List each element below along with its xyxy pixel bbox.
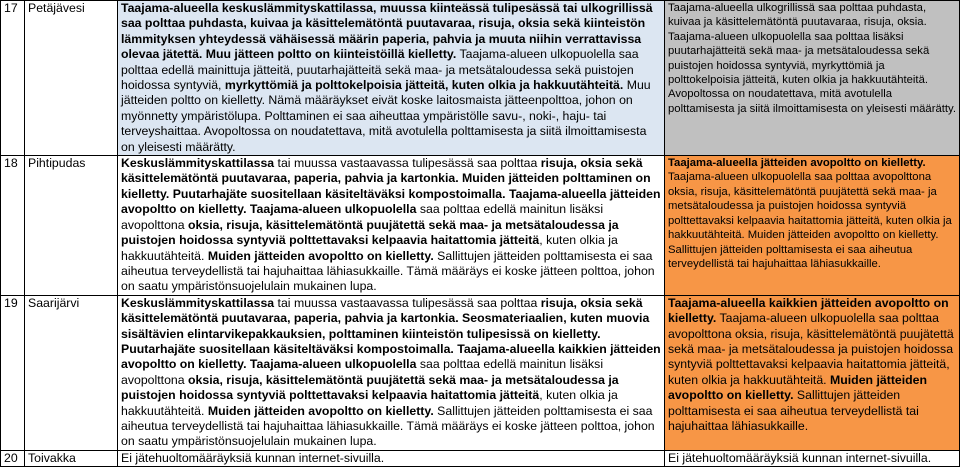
bold-text-segment: risuja, oksia sekä käsittelemätöntä puutavaraa, paperia, pahvia ja kartonkia. Muiden jätteiden polttaminen on kielletty. Puutarhajäte suositellaan käsiteltäväksi kompostoimalla. Taajama-alueella jätteiden avopoltto on kielletty.	[121, 156, 661, 217]
text-segment: tai muussa vastaavassa tulipesässä saa polttaa	[274, 295, 541, 310]
text-segment: Sallittujen jätteiden polttamisesta ei saa aiheutua terveydellistä tai hajuhaittaa lähiasukkaille. Tämä määräys ei koske jätteen polttoa, johon on saatu ympäristönsuojelulain mukainen lupa.	[121, 403, 655, 449]
table-row	[1, 450, 960, 466]
row-number: 19	[1, 295, 25, 450]
text-segment: saa polttaa edellä mainitun lisäksi avopolttona	[121, 202, 604, 232]
municipality-name: Petäjävesi	[25, 1, 118, 156]
text-segment: Muu jätteiden poltto on kielletty. Nämä määräykset eivät koske laitosmaista jätteenpolttoa, johon on myönnetty ympäristölupa. Polttaminen ei saa aiheuttaa ympäristölle savu-, noki-, haju- tai terveyshaittaa. Avopoltossa on noudatettava, mitä avotulella polttamisesta ja siitä ilmoittamisesta on yleisesti määrätty.	[121, 78, 651, 154]
bold-text-segment: Muiden jätteiden avopoltto on kielletty.	[207, 248, 434, 263]
text-segment: tai muussa vastaavassa tulipesässä saa polttaa	[274, 156, 541, 171]
text-segment: Ei jätehuoltomääräyksiä kunnan internet-sivuilla.	[668, 450, 932, 465]
text-segment: , kuten olkia ja hakkuutähteitä.	[121, 233, 618, 263]
bold-text-segment: oksia, risuja, käsittelemätöntä puujätettä sekä maa- ja metsätaloudessa ja puistojen hoidossa syntyviä polttettavaksi kelpaavia haitattomia jätteitä	[121, 372, 619, 403]
bold-text-segment: Taajama-alueella kaikkien jätteiden avopoltto on kielletty.	[668, 295, 949, 326]
summary-text	[665, 450, 960, 466]
text-segment: Sallittujen jätteiden polttamisesta ei saa aiheutua terveydellistä tai hajuhaittaa lähiasukkaille.	[668, 388, 919, 433]
municipality-name: Pihtipudas	[25, 156, 118, 296]
text-segment: Taajama-alueen ulkopuolella saa polttaa edellä mainittuja jätteitä, puutarhajätteitä sekä maa- ja metsätaloudessa sekä puistojen hoidossa syntyviä,	[121, 47, 639, 93]
text-segment: Taajama-alueen ulkopuolella saa polttaa avopolttona oksia, risuja, käsittelemätöntä puujätettä sekä maa- ja metsätaloudessa ja puistojen hoidossa syntyviä polttettavaksi kelpaavia haitattomia jätteitä, kuten olkia ja hakkuutähteitä. Muiden jätteiden avopoltto on kielletty. Sallittujen jätteiden polttamisesta ei saa aiheutua terveydellistä tai hajuhaittaa lähiasukkaille.	[668, 171, 952, 270]
table-row	[1, 295, 960, 450]
bold-text-segment: oksia, risuja, käsittelemätöntä puujätettä sekä maa- ja metsätaloudessa ja puistojen hoidossa syntyviä polttettavaksi kelpaavia haitattomia jätteitä	[121, 217, 619, 248]
summary-text	[665, 295, 960, 450]
text-segment: Taajama-alueella ulkogrillissä saa polttaa puhdasta, kuivaa ja käsittelemätöntä puutavaraa, risuja, oksia. Taajama-alueen ulkopuolella saa polttaa lisäksi puutarhajätteitä sekä maa- ja metsätaloudessa sekä puistojen hoidossa syntyviä, myrkyttömiä ja polttokelpoisia jätteitä, kuten olkia ja hakkuutähteitä. Avopoltossa on noudatettava, mitä avotulella polttamisesta ja siitä ilmoittamisesta on yleisesti määrätty.	[668, 2, 956, 115]
summary-text	[665, 1, 960, 156]
table-row	[1, 1, 960, 156]
summary-text	[665, 156, 960, 296]
text-segment: saa polttaa edellä mainitun lisäksi avopolttona	[121, 357, 604, 387]
bold-text-segment: Taajama-alueen ulkopuolella	[246, 202, 417, 217]
municipality-name: Toivakka	[25, 450, 118, 466]
municipality-name: Saarijärvi	[25, 295, 118, 450]
regulation-text	[118, 1, 665, 156]
text-segment: , kuten olkia ja hakkuutähteitä.	[121, 388, 618, 418]
bold-text-segment: Taajama-alueella jätteiden avopoltto on kielletty.	[668, 157, 926, 170]
bold-text-segment: Keskuslämmityskattilassa	[121, 156, 275, 171]
bold-text-segment: Taajama-alueen ulkopuolella	[246, 357, 417, 372]
bold-text-segment: Muiden jätteiden avopoltto on kielletty.	[207, 403, 434, 418]
regulation-text	[118, 450, 665, 466]
row-number: 17	[1, 1, 25, 156]
bold-text-segment: risuja, oksia sekä käsittelemätöntä puutavaraa, paperia, pahvia ja kartonkia. Seosmateriaalien, kuten muovia sisältävien elintarvikepakkauksien, polttaminen kiinteistön tulipesissä on kielletty. Puutarhajäte suositellaan käsiteltäväksi kompostoimalla. Taajama-alueella kaikkien jätteiden avopoltto on kielletty.	[121, 295, 661, 372]
row-number: 20	[1, 450, 25, 466]
text-segment: Taajama-alueen ulkopuolella saa polttaa avopolttona oksia, risuja, käsittelemätöntä puujätettä sekä maa- ja metsätaloudessa ja puistojen hoidossa syntyviä polttettavaksi kelpaavia haitattomia jätteitä, kuten olkia ja hakkuutähteitä.	[668, 311, 954, 387]
regulation-text	[118, 156, 665, 296]
bold-text-segment: myrkyttömiä ja polttokelpoisia jätteitä, kuten olkia ja hakkuutähteitä.	[224, 78, 624, 93]
text-segment: Sallittujen jätteiden polttamisesta ei saa aiheutua terveydellistä tai hajuhaittaa lähiasukkaille. Tämä määräys ei koske jätteen polttoa, johon on saatu ympäristönsuojelulain mukainen lupa.	[121, 248, 655, 294]
regulation-text	[118, 295, 665, 450]
row-number: 18	[1, 156, 25, 296]
table-body	[1, 1, 960, 467]
text-segment: Ei jätehuoltomääräyksiä kunnan internet-sivuilla.	[121, 450, 385, 465]
bold-text-segment: Keskuslämmityskattilassa	[121, 295, 275, 310]
bold-text-segment: Taajama-alueella keskuslämmityskattilassa, muussa kiinteässä tulipesässä tai ulkogrillissä saa polttaa puhdasta, kuivaa ja käsittelemätöntä puutavaraa, risuja, oksia sekä kiinteistön lämmityksen yhteydessä vähäisessä määrin paperia, pahvia ja muuta niihin verrattavissa olevaa jätettä. Muu jätteen poltto on kiinteistöillä kielletty.	[121, 1, 653, 62]
bold-text-segment: Muiden jätteiden avopoltto on kielletty.	[668, 372, 928, 403]
table-row	[1, 156, 960, 296]
